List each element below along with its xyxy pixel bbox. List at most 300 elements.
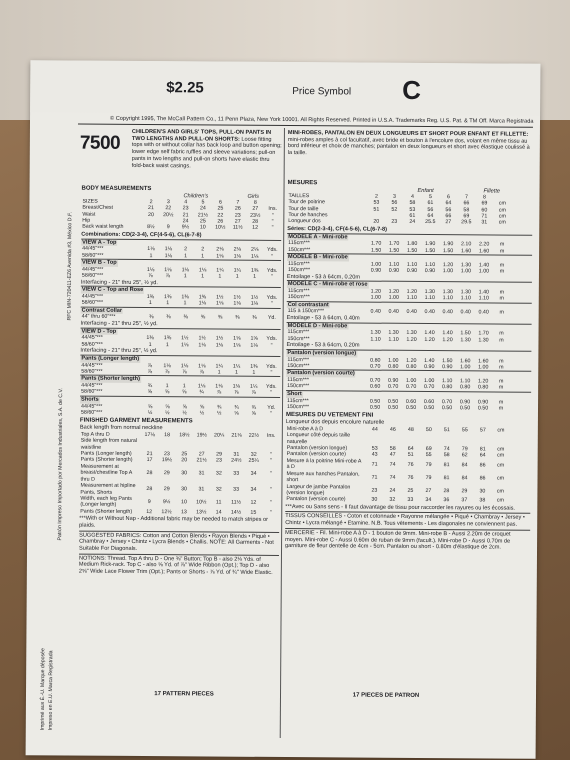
fr-finished-cell: cm xyxy=(497,462,505,469)
fr-view-note: Entoilage - 53 à 64cm, 0.20m xyxy=(286,342,360,349)
en-yardage-cell: 1⅛ xyxy=(164,246,173,253)
fr-finished-cell: cm xyxy=(497,452,505,460)
fr-yardage-cell: 0.50 xyxy=(369,398,381,405)
en-yardage-cell: " xyxy=(270,342,273,349)
en-yardage-cell: 44/45"*** xyxy=(81,362,103,369)
en-finished-cell: 28 xyxy=(146,470,153,477)
en-yardage-cell: ⅜ xyxy=(200,314,206,321)
fr-finished-cell: cm xyxy=(496,488,504,495)
en-view xyxy=(81,238,281,260)
fr-size-cell: 29.5 xyxy=(461,219,472,226)
fr-enfant-label: Enfant xyxy=(417,187,434,194)
fr-finished-cell: 25 xyxy=(407,487,414,494)
fr-yardage-cell: 1.00 xyxy=(478,364,489,371)
fr-yardage-cell: 1.00 xyxy=(460,364,471,371)
en-finished-cell: 23 xyxy=(216,458,222,465)
fr-finished-cell: 86 xyxy=(479,462,486,469)
price-symbol-label: Price Symbol xyxy=(292,86,352,98)
en-finished-cell: Measurement at hipline Pants, Shorts xyxy=(80,482,136,496)
fr-size-cell: 69 xyxy=(463,213,470,220)
fr-yardage-cell: 1.10 xyxy=(406,261,418,268)
fr-yardage-cell: 1.10 xyxy=(478,295,489,302)
en-yardage-cell: " xyxy=(270,369,273,376)
fr-yardage-cell: 0.90 xyxy=(424,268,436,275)
en-finished-cell: 25¼ xyxy=(248,458,259,465)
fr-yardage-cell: m xyxy=(498,378,504,385)
en-yardage-cell: ¾ xyxy=(199,389,204,396)
side-text-4: RFC MIN-720411-EZ6 Avenida #3, México D.F. xyxy=(66,211,74,321)
fr-finished-cell: 84 xyxy=(461,475,468,482)
en-yardage-cell: 1 xyxy=(165,383,169,390)
en-finished-cell: 12½ xyxy=(161,508,172,515)
en-finished-cell: 22½ xyxy=(248,432,260,439)
fr-description xyxy=(288,130,533,159)
en-view xyxy=(80,327,280,356)
en-finished-cell: 32 xyxy=(215,470,222,477)
en-finished-cell: 32 xyxy=(250,451,257,458)
fr-view xyxy=(286,349,531,371)
fr-finished-cell: 30 xyxy=(479,488,486,495)
en-finished-cell: Pants (Longer length) xyxy=(80,450,132,458)
en-finished-cell: 14½ xyxy=(230,509,242,516)
fr-finished-note: Longueur dos depuis encolure naturelle xyxy=(285,419,385,426)
fr-finished-cell: Mesure aux hanches Pantalon, short xyxy=(286,470,360,484)
en-yardage-cell: ½ xyxy=(182,410,187,417)
fr-size-cell: 3 xyxy=(392,193,396,200)
fr-finished-cell: 79 xyxy=(425,462,432,469)
en-measurements xyxy=(79,186,282,577)
fr-yardage-cell: 1.20 xyxy=(406,288,418,295)
fr-view xyxy=(287,301,532,324)
en-size-cell: 27 xyxy=(234,218,241,225)
fr-finished-cell: 46 xyxy=(389,426,396,433)
fr-yardage-cell: 0.90 xyxy=(388,377,399,384)
fr-yardage-cell: 150cm*** xyxy=(287,267,311,274)
en-finished-cell: " xyxy=(269,487,272,494)
en-finished-cell: 10 xyxy=(180,499,187,506)
fr-finished-cell: 69 xyxy=(425,446,432,453)
en-yardage-cell: 1⅜ xyxy=(250,267,259,274)
en-view-title: VIEW C - Top and Rose xyxy=(81,286,144,294)
en-finished-cell: 19½ xyxy=(196,432,207,439)
fr-size-cell: Tour de hanches xyxy=(288,212,328,219)
en-size-cell: 23½ xyxy=(250,212,261,219)
en-yardage-cell: 2 xyxy=(201,246,205,253)
en-size-cell: Back waist length xyxy=(82,224,124,231)
en-finished-cell: 10½ xyxy=(196,499,207,506)
en-yardage-cell: 1½ xyxy=(215,335,224,342)
en-view-title: Shorts xyxy=(81,396,99,403)
en-view xyxy=(80,375,280,397)
fr-view-title: MODELE B - Mini-robe xyxy=(288,254,348,261)
fr-view-note: Entoilage - 53 à 64cm, 0.40m xyxy=(286,314,360,322)
fr-view xyxy=(287,280,532,302)
en-yardage-cell: ⅞ xyxy=(199,369,205,376)
fr-finished-cell xyxy=(420,433,438,446)
fr-finished-cell: 81 xyxy=(479,446,486,453)
copyright-line: © Copyright 1995, The McCall Pattern Co., 11 Penn Plaza, New York 10001. All Rights Reserved. Printed in U.S.A. Trademarks Reg. U.S. Pat. & TM Off. Marca Registrada xyxy=(110,115,534,125)
en-yardage-cell: 1⅜ xyxy=(146,335,154,342)
en-yardage-cell: 1 xyxy=(183,300,187,307)
fr-yardage-cell: 1.10 xyxy=(442,378,453,385)
fr-size-cell: 6 xyxy=(446,193,450,200)
fr-view-title: MODELE C - Mini-robe et rose xyxy=(287,281,368,288)
en-size-cell: 24 xyxy=(199,205,206,212)
en-finished-cell: 17 xyxy=(146,457,153,464)
price: $2.25 xyxy=(166,79,204,97)
fr-size-cell: 53 xyxy=(373,199,380,206)
fr-finished-cell: 36 xyxy=(443,497,450,504)
en-yardage-cell: ⅜ xyxy=(252,315,257,322)
en-size-cell: 21 xyxy=(182,211,189,218)
fr-yardage-cell: 1.30 xyxy=(460,336,471,344)
en-finished-cell xyxy=(228,439,245,452)
en-finished-cell: 23 xyxy=(163,451,170,458)
en-view-title: Pants (Longer length) xyxy=(81,355,140,362)
en-view-note: Interfacing - 21" thru 25", ½ yd. xyxy=(80,347,158,355)
en-yardage-cell: Yds. xyxy=(266,294,278,301)
en-size-cell: Breast/Chest xyxy=(82,204,114,212)
en-finished-cell: 30 xyxy=(181,486,188,493)
fr-finished-cell: 38 xyxy=(479,497,486,504)
fr-size-cell: 56 xyxy=(391,199,398,206)
fr-yardage-cell: 0.60 xyxy=(405,398,417,405)
fr-yardage-cell: 1.10 xyxy=(388,336,399,343)
en-finished-cell: 14 xyxy=(215,509,222,516)
fr-notions: MERCERIE - Fil. Mini-robe A à D - 1 bouton de 9mm. Mini-robe B - Aussi 2.20m de croquet moyen. Mini-robe C - Aussi 0.60m de ruban de 9mm (facult.). Mini-robe D - Aussi 0.70m de garniture de fleur dentelle de 4cm - 5cm. Pantalon ou short - 0.80m d'élastique de 2cm. xyxy=(285,528,530,552)
en-finished-cell: Pants (Shorter length) xyxy=(80,508,133,515)
fr-yardage-cell: 1.40 xyxy=(442,330,453,337)
en-yardage-cell: 44/45"*** xyxy=(81,382,103,389)
en-yardage-row xyxy=(80,410,280,418)
en-size-cell: 20½ xyxy=(163,211,174,218)
fr-finished-cell: 74 xyxy=(389,474,396,481)
fr-size-cell: 52 xyxy=(391,206,398,213)
en-yardage-cell: ⅞ xyxy=(182,369,187,376)
fr-yardage-cell: 1.50 xyxy=(388,247,400,254)
fr-yardage-cell: 1.00 xyxy=(370,294,381,302)
fr-finished-cell: 76 xyxy=(407,474,414,481)
en-yardage-cell: 58/60"*** xyxy=(81,341,103,348)
fr-size-cell: 66 xyxy=(445,213,452,220)
en-size-cell: 22 xyxy=(165,205,172,212)
fr-view xyxy=(287,253,532,282)
en-finished-cell: 12 xyxy=(250,499,257,506)
fr-yardage-cell: 1.70 xyxy=(388,240,400,248)
en-yardage-cell: " xyxy=(271,274,274,281)
en-yardage-cell: 1⅜ xyxy=(164,294,172,301)
fr-series: Séries: CD(2-3-4), CF(4-5-6), CL(6-7-8) xyxy=(287,225,388,233)
en-yardage-cell: ⅝ xyxy=(165,403,170,410)
en-finished-row xyxy=(79,483,279,497)
en-childrens-label: Children's xyxy=(183,193,209,200)
en-finished-cell: 21½ xyxy=(196,457,207,464)
fr-yardage-cell: 1.30 xyxy=(424,288,436,296)
fr-yardage-cell: 1.40 xyxy=(424,357,435,364)
fr-finished-cell: 44 xyxy=(371,426,378,433)
en-finished-row xyxy=(79,496,279,510)
fr-nap-note: ***Avec ou Sans sens - Il faut davantage de tissu pour raccorder les rayures ou les écossais. xyxy=(285,503,516,512)
en-finished-cell xyxy=(158,438,175,451)
en-finished-table xyxy=(79,431,280,516)
fr-finished-cell: Mini-robe A à D xyxy=(286,425,324,433)
en-yardage-cell: 1 xyxy=(148,300,152,307)
fr-finished-cell: cm xyxy=(496,475,505,482)
fr-size-cell: cm xyxy=(498,207,506,214)
en-yardage-cell: Yds. xyxy=(265,383,277,390)
fr-size-cell: 61 xyxy=(427,200,434,207)
en-yardage-cell: 1⅛ xyxy=(163,362,171,369)
en-yardage-cell: 2 xyxy=(184,246,188,253)
fr-finished-cell: cm xyxy=(496,497,504,504)
en-yardage-cell: ⅞ xyxy=(251,390,256,397)
fr-yardage-cell: 0.60 xyxy=(423,398,435,405)
en-finished-cell: 17⅛ xyxy=(144,431,155,438)
fr-yardage-cell: 1.00 xyxy=(406,377,417,384)
en-yardage-cell: 2⅛ xyxy=(251,247,259,254)
side-text-2: Impreso en E.U. Marca Registrada xyxy=(47,650,55,731)
fr-finished-cell: 71 xyxy=(371,461,378,468)
fr-finished-cell: 53 xyxy=(371,445,378,452)
en-yardage-cell: 1⅛ xyxy=(198,342,206,349)
en-yardage-cell: 58/60"*** xyxy=(81,368,103,375)
fr-finished-cell: 86 xyxy=(479,475,486,482)
en-finished-cell xyxy=(193,439,210,452)
fr-size-cell: 71 xyxy=(481,213,488,220)
fr-finished-cell: 47 xyxy=(389,452,396,459)
en-finished-cell xyxy=(210,439,227,452)
fr-size-cell: 5 xyxy=(428,193,432,200)
en-view-title: VIEW B - Top xyxy=(81,259,117,266)
fr-finished-cell: 64 xyxy=(479,452,486,459)
fr-yardage-cell: 1.50 xyxy=(442,357,453,364)
fr-yardage-cell: 0.40 xyxy=(424,309,435,316)
en-size-cell: " xyxy=(271,218,274,225)
fr-finished-cell: 34 xyxy=(425,497,432,504)
fr-size-cell: Tour de poitrine xyxy=(288,199,325,206)
fr-size-cell: 56 xyxy=(445,206,452,213)
en-yardage-cell: 1⅛ xyxy=(197,383,206,390)
en-finished-cell: " xyxy=(269,509,272,516)
fr-yardage-cell: 0.90 xyxy=(442,364,453,371)
fr-yardage-cell: 0.40 xyxy=(406,309,417,316)
en-finished-cell xyxy=(141,438,158,451)
en-yardage-cell: 1⅛ xyxy=(147,246,155,253)
fr-finished-cell: 81 xyxy=(443,462,450,469)
en-finished-cell: Ins. xyxy=(266,432,276,439)
fr-finished-cell: 74 xyxy=(389,461,396,468)
en-yardage-cell: 1¼ xyxy=(250,383,258,390)
fr-yardage-cell: m xyxy=(499,262,505,269)
en-view-title: VIEW A - Top xyxy=(82,239,117,246)
fr-yardage-cell: 1.90 xyxy=(442,241,454,248)
fr-view xyxy=(286,322,531,351)
en-yardage-cell: Yds. xyxy=(266,267,278,274)
fr-finished-cell: 48 xyxy=(407,426,414,433)
price-band xyxy=(30,60,540,116)
en-yardage-cell: 1⅜ xyxy=(250,363,258,370)
fr-yardage-cell: 1.00 xyxy=(388,357,399,364)
en-size-cell: 2 xyxy=(149,198,153,205)
en-finished-cell xyxy=(176,439,193,452)
fr-yardage-cell: 1.90 xyxy=(424,241,436,248)
fr-yardage-cell: 0.70 xyxy=(370,377,381,384)
en-view-title: VIEW D - Top xyxy=(81,328,117,335)
en-finished-cell: 32 xyxy=(215,486,222,493)
fr-yardage-cell: 1.30 xyxy=(370,329,381,336)
fr-finished-cell: 64 xyxy=(407,445,414,452)
fr-yardage-cell: 1.60 xyxy=(460,247,472,254)
fr-yardage-cell: 0.80 xyxy=(370,357,381,364)
en-view xyxy=(81,259,281,288)
en-finished-cell: 13 xyxy=(180,509,187,516)
fr-view xyxy=(287,233,532,255)
fr-yardage-cell: 1.30 xyxy=(460,289,472,296)
fr-yardage-cell: 1.40 xyxy=(478,262,490,269)
fr-view-title: Short xyxy=(287,390,302,397)
en-yardage-cell: ⅝ xyxy=(182,403,187,410)
fr-finished-cell: 55 xyxy=(461,427,468,434)
en-finished-cell: 34 xyxy=(250,487,257,494)
fr-yardage-cell: 1.50 xyxy=(442,247,454,254)
en-yardage-cell: 1⅜ xyxy=(163,335,172,342)
en-size-cell: 23 xyxy=(182,205,189,212)
en-size-cell: 8 xyxy=(253,199,257,206)
en-yardage-cell: 1⅛ xyxy=(233,342,241,349)
fr-yardage-cell: m xyxy=(499,289,505,296)
fr-yardage-cell: 1.10 xyxy=(406,295,417,302)
en-finished-cell: Width, each leg Pants (Longer length) xyxy=(80,495,132,509)
fr-finished-cell: 37 xyxy=(461,497,468,504)
fr-yardage-cell: m xyxy=(499,268,505,275)
en-yardage-cell: 44/45"*** xyxy=(81,293,104,300)
en-yardage-cell: 1⅛ xyxy=(181,267,189,274)
en-size-cell: " xyxy=(271,225,274,232)
en-finished-cell xyxy=(245,439,262,452)
en-yardage-cell: ⅝ xyxy=(199,403,205,410)
en-finished-cell: " xyxy=(269,500,272,507)
fr-finished-cell: 71 xyxy=(371,474,378,481)
fr-size-cell: 56 xyxy=(427,206,434,213)
fr-yardage-cell: m xyxy=(499,358,504,365)
en-view xyxy=(81,306,281,328)
fr-finished-cell: 23 xyxy=(371,487,378,494)
en-yardage-cell: 1⅛ xyxy=(233,253,241,260)
fr-finished-cell: 28 xyxy=(443,487,450,494)
fr-size-cell: 25.5 xyxy=(425,219,436,226)
fr-yardage-cell: 0.50 xyxy=(387,404,399,411)
side-text-1: Imprimé aux É.-U. Marque déposée xyxy=(39,648,47,731)
fr-yardage-cell: 0.90 xyxy=(424,363,435,370)
en-finished-cell: 11½ xyxy=(231,499,242,506)
en-size-cell: 26 xyxy=(234,205,241,212)
en-yardage-cell: ⅜ xyxy=(183,314,188,321)
fr-yardage-cell: 1.00 xyxy=(370,261,382,268)
en-yardage-cell: 1⅛ xyxy=(250,301,259,308)
en-size-cell: 6 xyxy=(218,199,222,206)
fr-title: MINI-ROBES, PANTALON EN DEUX LONGUEURS ET SHORT POUR ENFANT ET FILLETTE: xyxy=(287,130,529,138)
fr-view-title: Pantalon (version courte) xyxy=(287,370,355,377)
fr-finished-cell: 55 xyxy=(425,452,432,459)
en-fabrics: SUGGESTED FABRICS: Cotton and Cotton Blends • Rayon Blends • Piqué • Chambray • Jersey • Chintz • Lycra Blends • Challis. NOTE: All Garments - Not Suitable For Diagonals. xyxy=(79,530,279,554)
en-yardage-cell: 44/45"*** xyxy=(80,403,103,410)
en-finished-cell: 29 xyxy=(216,451,223,458)
fr-yardage-cell: 1.50 xyxy=(424,247,436,254)
fr-size-cell: 64 xyxy=(445,200,452,207)
fr-size-cell: 51 xyxy=(373,206,380,213)
fr-yardage-cell: 0.80 xyxy=(459,384,471,391)
fr-yardage-cell: 1.00 xyxy=(442,268,454,275)
pattern-envelope-back xyxy=(26,60,541,759)
en-yardage-cell: ⅝ xyxy=(147,403,153,410)
fr-yardage-cell: m xyxy=(499,295,505,302)
fr-view-table xyxy=(286,398,510,412)
en-size-cell: 7 xyxy=(236,199,240,206)
en-finished-cell: 19½ xyxy=(161,457,173,464)
en-yardage-cell: 1½ xyxy=(250,294,259,301)
fr-size-cell: 58 xyxy=(409,200,416,207)
fr-size-cell: 61 xyxy=(409,212,416,219)
en-yardage-cell: 44" thru 60"*** xyxy=(81,314,116,321)
en-finished-cell: Measurement at breast/chestline Top A thru D xyxy=(80,463,133,483)
en-yardage-cell: 1⅜ xyxy=(181,294,189,301)
en-view-title: Pants (Shorter length) xyxy=(81,375,140,383)
fr-finished-table xyxy=(285,426,510,504)
pattern-number: 7500 xyxy=(79,132,121,154)
fr-finished-cell xyxy=(456,433,474,446)
fr-yardage-cell: 0.50 xyxy=(423,404,435,412)
fr-finished-cell: 58 xyxy=(443,452,450,459)
fr-size-cell: cm xyxy=(498,219,506,226)
en-yardage-cell: 1⅛ xyxy=(250,253,259,260)
en-size-cell: 12 xyxy=(252,225,259,232)
fr-yardage-cell: 115cm*** xyxy=(287,287,310,295)
fr-finished-cell xyxy=(402,433,420,446)
en-yardage-cell: 1 xyxy=(217,369,221,376)
en-yardage-cell: 1¼ xyxy=(233,267,242,274)
fr-size-cell: 8 xyxy=(482,194,486,201)
en-yardage-cell: 1 xyxy=(201,273,205,280)
en-yardage-cell: 1¼ xyxy=(215,363,223,370)
fr-finished-cell: 51 xyxy=(443,426,450,434)
fr-size-cell: 20 xyxy=(373,219,380,226)
en-finished-cell: 28 xyxy=(146,486,153,493)
en-size-cell: 20 xyxy=(147,211,154,218)
en-size-cell: Hip xyxy=(82,217,91,224)
fr-yardage-cell: 115cm*** xyxy=(288,240,310,247)
en-yardage-cell: ½ xyxy=(199,410,205,417)
fr-yardage-cell: 1.20 xyxy=(370,288,382,295)
en-finished-cell: 31 xyxy=(198,486,205,493)
fr-yardage-cell: 150cm*** xyxy=(287,362,310,370)
en-size-cell: 9½ xyxy=(181,224,190,231)
fr-size-cell: 66 xyxy=(463,200,470,207)
en-yardage-cell: 1 xyxy=(148,341,152,348)
en-finished-cell: 20¼ xyxy=(213,432,225,439)
en-yardage-cell: ½ xyxy=(147,410,153,417)
en-size-cell: 26 xyxy=(217,218,224,225)
fr-yardage-cell: 1.20 xyxy=(442,336,453,343)
fr-yardage-cell: 1.30 xyxy=(460,261,472,269)
fr-finished-cell: 51 xyxy=(407,452,414,459)
fr-yardage-cell: m xyxy=(499,248,505,255)
fr-yardage-cell: 0.50 xyxy=(477,405,489,412)
en-finished-cell: 24½ xyxy=(231,458,242,465)
en-yardage-cell: Yds. xyxy=(266,247,278,254)
fr-yardage-cell: 0.50 xyxy=(459,405,471,412)
en-finished-cell: 12 xyxy=(146,508,153,515)
fr-finished-cell xyxy=(438,433,456,446)
